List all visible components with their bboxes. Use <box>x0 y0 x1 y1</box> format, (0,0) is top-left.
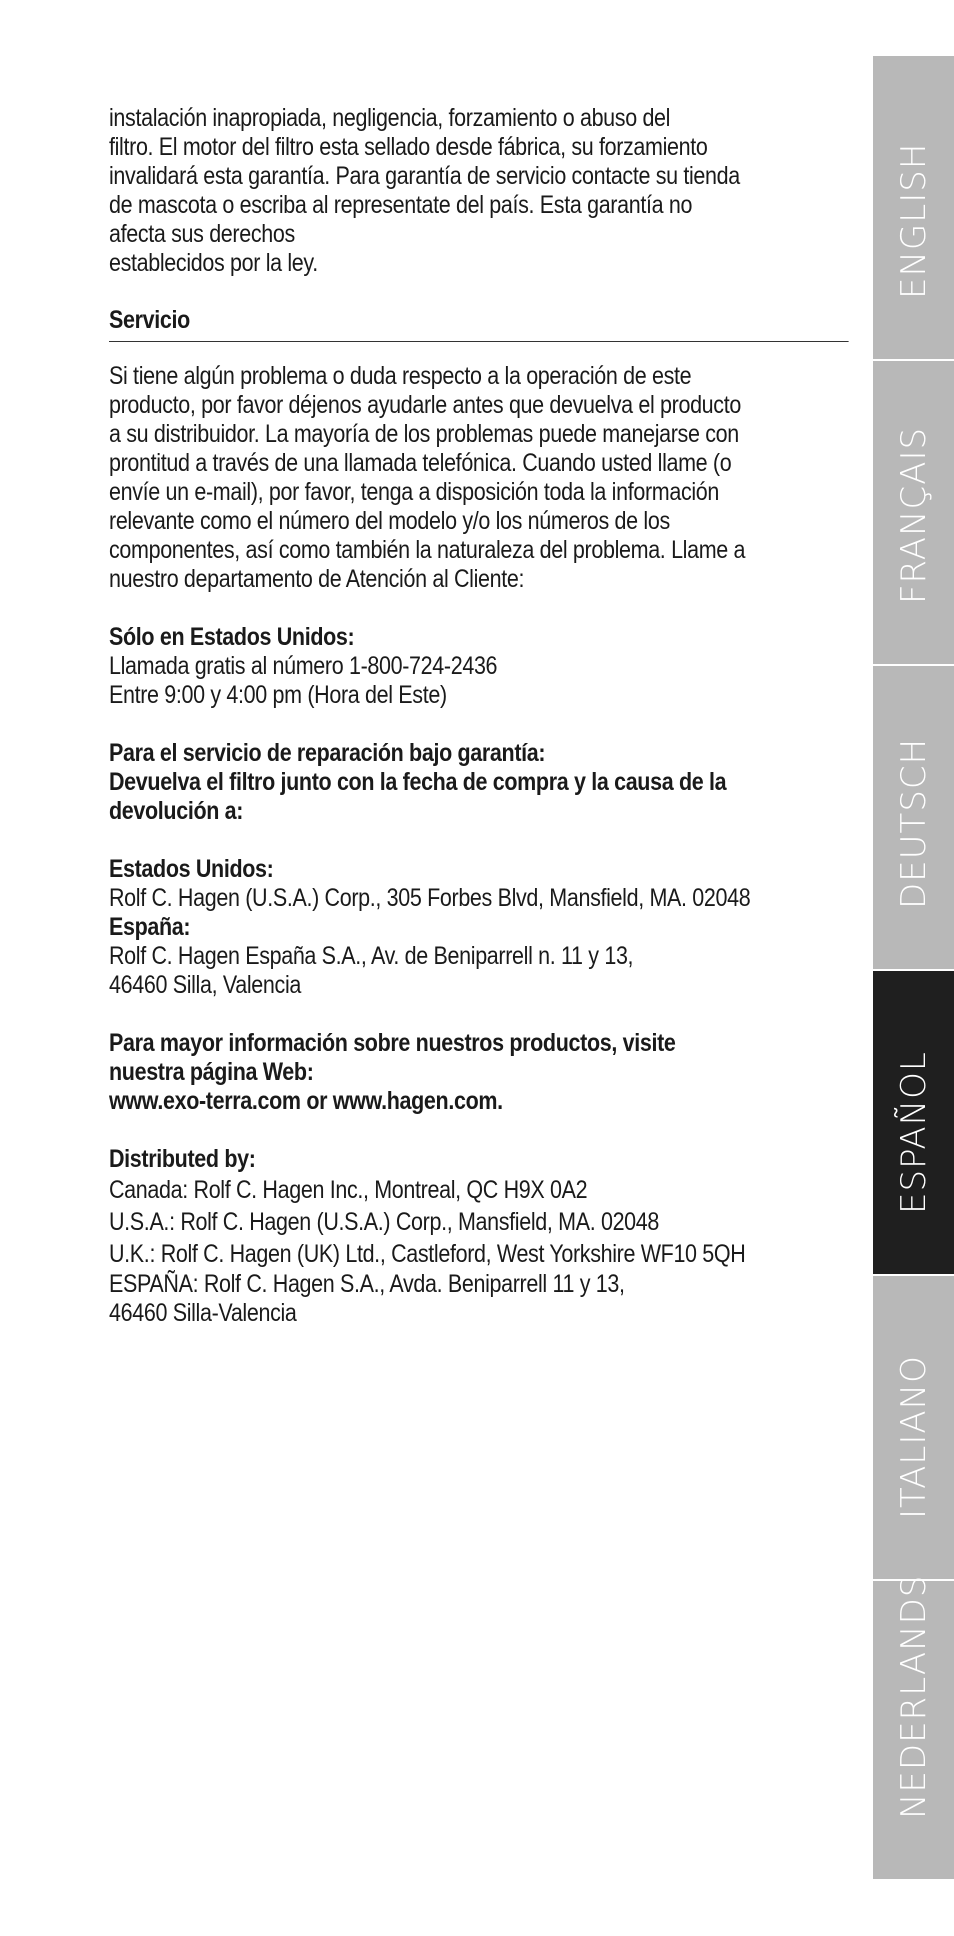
tab-nederlands[interactable] <box>873 1574 954 1879</box>
tab-francais[interactable] <box>873 361 954 666</box>
service-paragraph: Si tiene algún problema o duda respecto a la operación de este producto, por favor déjenos ayudarle antes que devuelva el producto a su distribuidor. La mayoría de los problemas puede manejarse con prontitud a través de una llamada telefónica. Cuando usted llame (o envíe un e-mail), por favor, tenga a disposición toda la información relevante como el número del modelo y/o los números de los componentes, así como también la naturaleza del problema. Llame a nuestro departamento de Atención al Cliente: <box>109 362 746 593</box>
tab-espanol-label: ESPAÑOL <box>893 1051 934 1214</box>
spain-address: Rolf C. Hagen España S.A., Av. de Beniparrell n. 11 y 13, 46460 Silla, Valencia <box>109 942 634 999</box>
distributor-uk: U.K.: Rolf C. Hagen (UK) Ltd., Castleford, West Yorkshire WF10 5QH <box>109 1240 746 1268</box>
service-heading-rule <box>109 306 849 342</box>
language-tabs <box>873 56 954 1879</box>
distributor-spain: ESPAÑA: Rolf C. Hagen S.A., Avda. Beniparrell 11 y 13, 46460 Silla-Valencia <box>109 1270 625 1327</box>
tab-deutsch-label: DEUTSCH <box>893 737 934 909</box>
distributed-heading: Distributed by: <box>109 1145 256 1173</box>
tab-italiano-label: ITALIANO <box>893 1355 934 1519</box>
manual-page-content <box>109 104 751 1328</box>
service-heading: Servicio <box>109 306 190 334</box>
warranty-repair-heading: Para el servicio de reparación bajo garantía: Devuelva el filtro junto con la fecha de compra y la causa de la devolución a: <box>109 739 727 825</box>
tab-espanol[interactable] <box>873 971 954 1276</box>
us-only-phone: Llamada gratis al número 1-800-724-2436 <box>109 652 498 680</box>
us-only-hours: Entre 9:00 y 4:00 pm (Hora del Este) <box>109 681 447 709</box>
distributor-usa: U.S.A.: Rolf C. Hagen (U.S.A.) Corp., Mansfield, MA. 02048 <box>109 1208 660 1236</box>
us-only-heading: Sólo en Estados Unidos: <box>109 623 355 651</box>
tab-italiano[interactable] <box>873 1276 954 1581</box>
intro-paragraph: instalación inapropiada, negligencia, forzamiento o abuso del filtro. El motor del filtro esta sellado desde fábrica, su forzamiento invalidará esta garantía. Para garantía de servicio contacte su tienda de mascota o escriba al representate del país. Esta garantía no afecta sus derechos establecidos por la ley. <box>109 104 740 277</box>
distributor-canada: Canada: Rolf C. Hagen Inc., Montreal, QC H9X 0A2 <box>109 1176 588 1204</box>
spain-address-label: España: <box>109 913 191 941</box>
more-info-text: Para mayor información sobre nuestros productos, visite nuestra página Web: www.exo-terra.com or www.hagen.com. <box>109 1029 676 1115</box>
tab-english[interactable] <box>873 56 954 361</box>
tab-english-label: ENGLISH <box>893 142 934 299</box>
tab-deutsch[interactable] <box>873 666 954 971</box>
tab-francais-label: FRANÇAIS <box>893 426 934 604</box>
tab-nederlands-label: NEDERLANDS <box>893 1574 934 1819</box>
us-address-label: Estados Unidos: <box>109 855 274 883</box>
us-address: Rolf C. Hagen (U.S.A.) Corp., 305 Forbes Blvd, Mansfield, MA. 02048 <box>109 884 751 912</box>
